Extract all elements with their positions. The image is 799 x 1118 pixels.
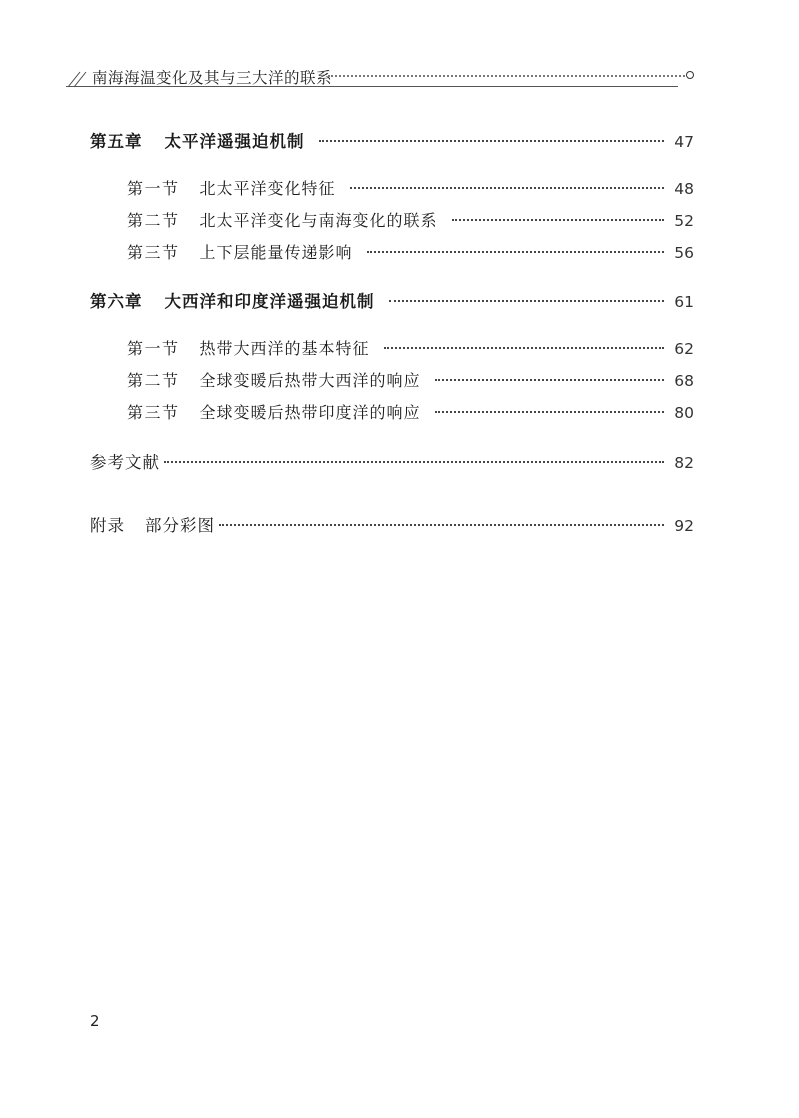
toc-section-label: 第一节 [127,339,180,358]
toc-chapter-6[interactable] [90,288,694,312]
folio-page-number: 2 [90,1012,100,1030]
toc-dot-leader [367,251,664,253]
toc-section-label: 第一节 [127,179,180,198]
toc-section-title: 北太平洋变化与南海变化的联系 [199,211,438,230]
toc-page-number: 82 [674,454,694,472]
toc-section-title: 全球变暖后热带大西洋的响应 [199,371,421,390]
header-dotted-rule [328,75,685,77]
toc-appendix-title: 部分彩图 [145,516,215,535]
toc-page-number: 56 [674,244,694,262]
toc-section-5-2[interactable] [127,208,694,231]
running-header [66,62,706,88]
toc-section-label: 第三节 [127,243,180,262]
toc-page-number: 80 [674,404,694,422]
toc-section-6-3[interactable] [127,400,694,423]
toc-page-number: 62 [674,340,694,358]
toc-section-6-2[interactable] [127,368,694,391]
toc-chapter-label: 第五章 [90,132,143,151]
toc-dot-leader [219,524,664,526]
toc-page-number: 52 [674,212,694,230]
toc-section-title: 热带大西洋的基本特征 [199,339,370,358]
toc-dot-leader [164,461,664,463]
toc-dot-leader [384,347,664,349]
toc-appendix[interactable] [90,512,694,536]
toc-dot-leader [435,411,664,413]
toc-dot-leader [389,300,665,302]
toc-section-title: 全球变暖后热带印度洋的响应 [199,403,421,422]
toc-section-label: 第三节 [127,403,180,422]
toc-section-label: 第二节 [127,211,180,230]
toc-dot-leader [350,187,664,189]
toc-page-number: 92 [674,517,694,535]
toc-appendix-label: 附录 [90,516,125,535]
running-header-title: 南海海温变化及其与三大洋的联系 [92,69,333,87]
toc-page-number: 68 [674,372,694,390]
toc-chapter-title: 大西洋和印度洋遥强迫机制 [164,292,375,311]
toc-page-number: 61 [674,293,694,311]
toc-section-title: 北太平洋变化特征 [199,179,336,198]
toc-dot-leader [319,140,665,142]
toc-section-title: 上下层能量传递影响 [199,243,353,262]
toc-page-number: 48 [674,180,694,198]
toc-page-number: 47 [674,133,694,151]
toc-section-6-1[interactable] [127,336,694,359]
header-rule [66,86,678,87]
toc-chapter-title: 太平洋遥强迫机制 [164,132,305,151]
toc-chapter-5[interactable] [90,128,694,152]
toc-chapter-label: 第六章 [90,292,143,311]
header-circle-ornament [686,71,694,79]
toc-section-5-3[interactable] [127,240,694,263]
toc-references-title: 参考文献 [90,453,160,472]
toc-dot-leader [435,379,664,381]
header-slash-ornament [66,62,92,88]
toc-references[interactable] [90,449,694,473]
toc-section-label: 第二节 [127,371,180,390]
toc-dot-leader [452,219,664,221]
toc-section-5-1[interactable] [127,176,694,199]
